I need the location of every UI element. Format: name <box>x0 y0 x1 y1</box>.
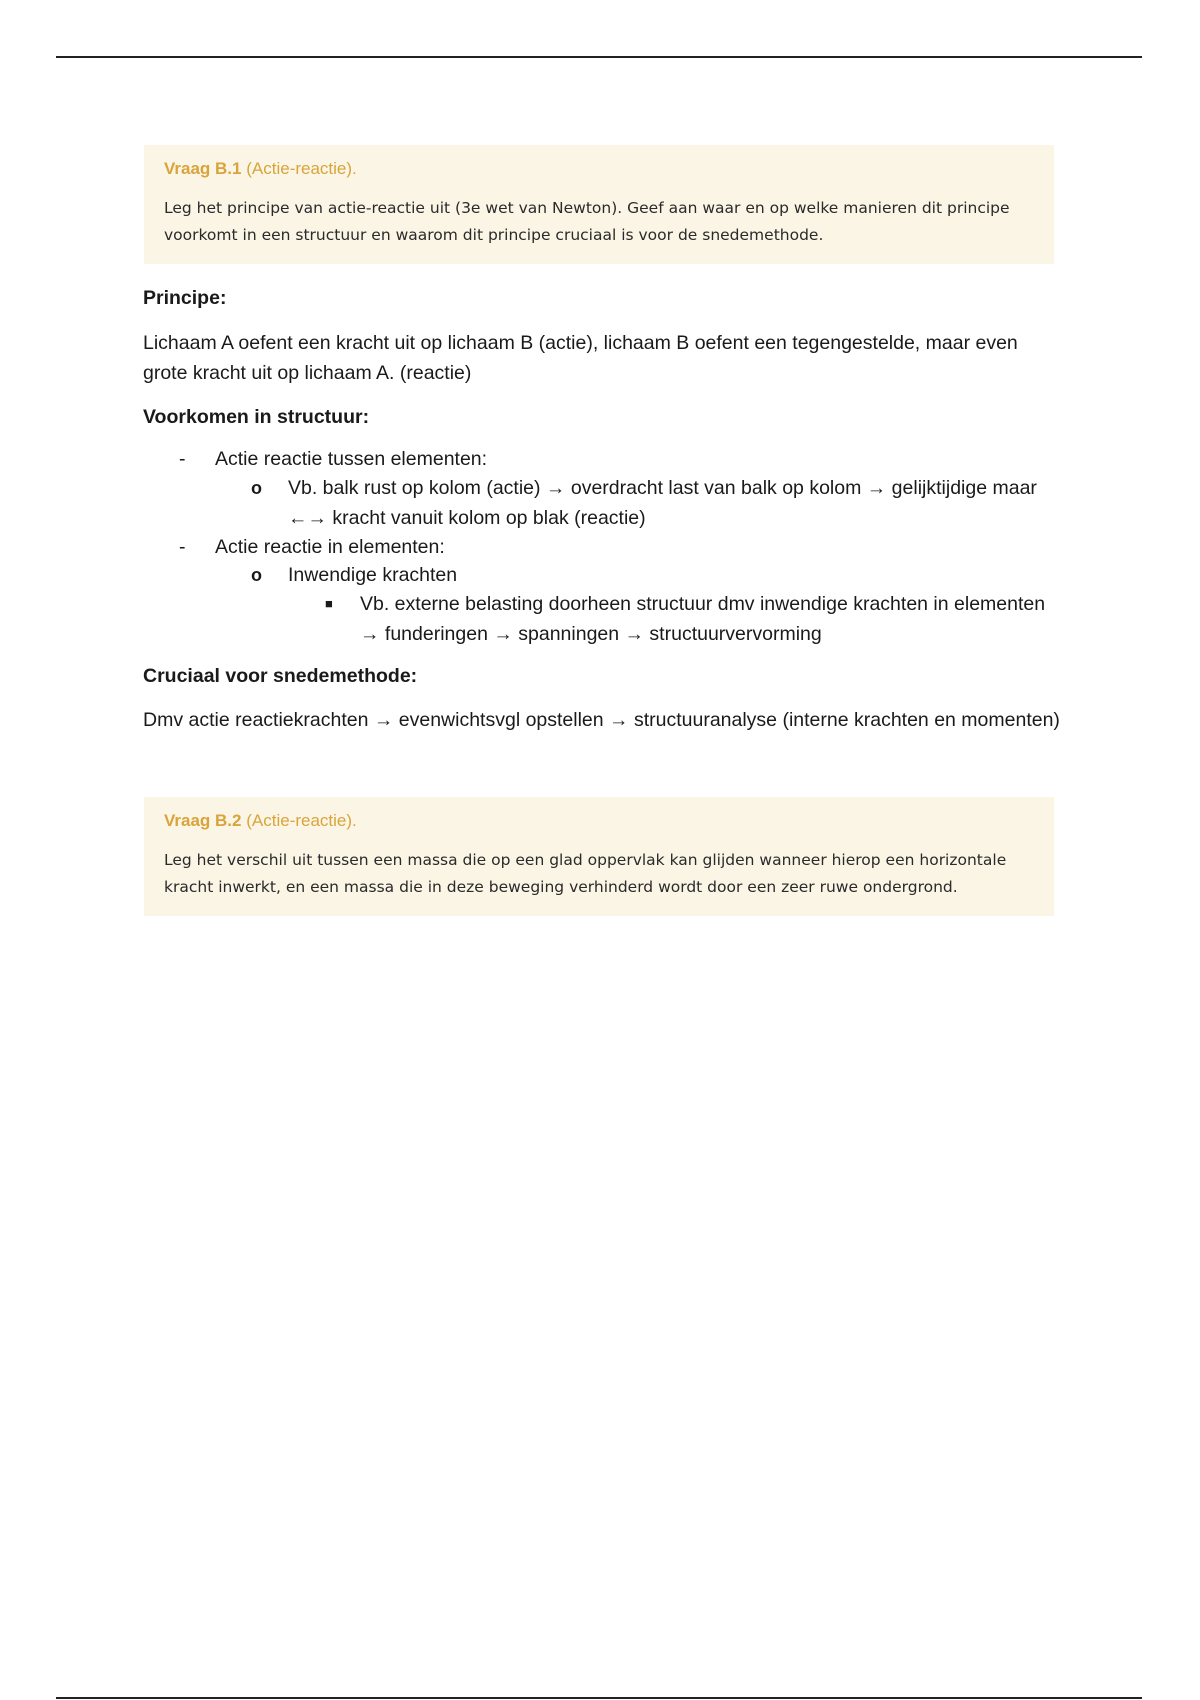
answer-section <box>143 283 1063 735</box>
list-item-text: Vb. balk rust op kolom (actie) → overdracht last van balk op kolom → gelijktijdige maar ←→ kracht vanuit kolom op blak (reactie) <box>288 477 1037 529</box>
circle-bullet: o <box>251 565 262 585</box>
list-item <box>143 533 1063 561</box>
header-rule <box>56 56 1142 58</box>
cruciaal-heading: Cruciaal voor snedemethode: <box>143 665 418 687</box>
dash-bullet: - <box>179 448 186 470</box>
square-bullet: ■ <box>325 596 333 611</box>
question-topic: (Actie-reactie). <box>246 159 357 178</box>
list-item-text: Inwendige krachten <box>288 564 458 586</box>
question-text: Leg het principe van actie-reactie uit (3e wet van Newton). Geef aan waar en op welke manieren dit principe voorkomt in een structuur en waarom dit principe cruciaal is voor de snedemethode. <box>164 199 1010 244</box>
question-box-b2 <box>144 797 1054 916</box>
dash-bullet: - <box>179 536 186 558</box>
list-item <box>143 445 1063 473</box>
voorkomen-heading: Voorkomen in structuur: <box>143 406 370 428</box>
structure-list <box>143 445 1063 649</box>
question-heading <box>164 811 1034 831</box>
circle-bullet: o <box>251 478 262 498</box>
question-number: Vraag B.2 <box>164 811 242 830</box>
footer-rule <box>56 1697 1142 1699</box>
cruciaal-text: Dmv actie reactiekrachten → evenwichtsvgl opstellen → structuuranalyse (interne krachten en momenten) <box>143 709 1060 731</box>
question-heading <box>164 159 1034 179</box>
principe-text: Lichaam A oefent een kracht uit op lichaam B (actie), lichaam B oefent een tegengestelde, maar even grote kracht uit op lichaam A. (reactie) <box>143 332 1018 384</box>
list-item <box>143 589 1063 649</box>
question-number: Vraag B.1 <box>164 159 242 178</box>
list-item <box>143 473 1063 533</box>
principe-heading: Principe: <box>143 287 227 309</box>
question-text: Leg het verschil uit tussen een massa die op een glad oppervlak kan glijden wanneer hierop een horizontale kracht inwerkt, en een massa die in deze beweging verhinderd wordt door een zeer ruwe ondergrond. <box>164 851 1007 896</box>
list-item-text: Vb. externe belasting doorheen structuur dmv inwendige krachten in elementen → funderingen → spanningen → structuurvervorming <box>360 593 1046 645</box>
list-item <box>143 561 1063 589</box>
list-item-text: Actie reactie in elementen: <box>215 536 445 558</box>
question-box-b1 <box>144 145 1054 264</box>
list-item-text: Actie reactie tussen elementen: <box>215 448 488 470</box>
question-topic: (Actie-reactie). <box>246 811 357 830</box>
